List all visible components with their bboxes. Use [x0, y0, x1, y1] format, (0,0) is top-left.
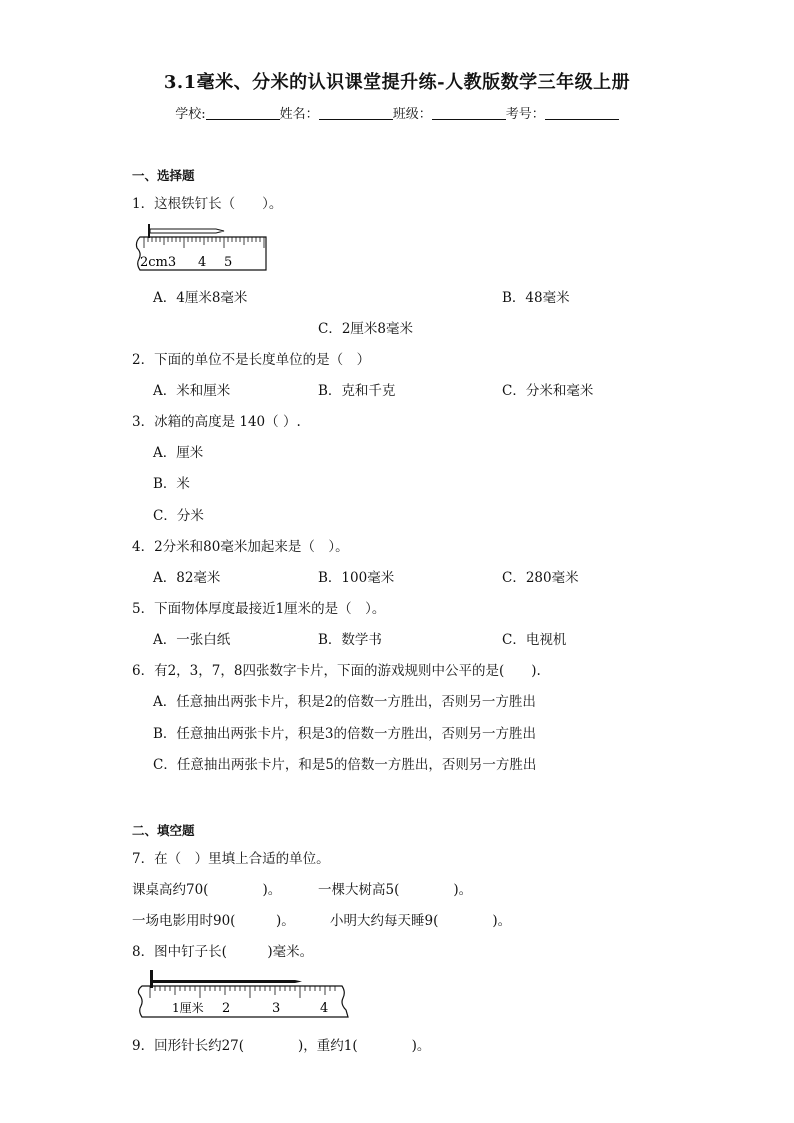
- name-label: 姓名：: [279, 107, 319, 122]
- exam-no-blank[interactable]: [545, 107, 619, 120]
- q8-nail: [150, 970, 302, 988]
- exam-no-label: 考号：: [505, 107, 545, 122]
- q7-item-desk[interactable]: 课桌高约70( )。: [132, 882, 282, 898]
- q1-ruler-nail-image: [134, 222, 270, 272]
- q8-stem: 8．图中钉子长( )毫米。: [132, 944, 314, 960]
- q2-option-b[interactable]: B．克和千克: [318, 383, 396, 399]
- page-title: 3.1毫米、分米的认识课堂提升练-人教版数学三年级上册: [163, 72, 631, 93]
- name-blank[interactable]: [319, 107, 393, 120]
- q7-item-movie[interactable]: 一场电影用时90( )。: [132, 913, 295, 929]
- q8-ruler-label-1: 1厘米: [172, 1001, 204, 1015]
- school-label: 学校:: [175, 107, 206, 122]
- q5-option-a[interactable]: A．一张白纸: [153, 632, 231, 648]
- section-fill-heading: 二、填空题: [132, 823, 195, 838]
- q8-ruler-label-4: 4: [320, 1001, 329, 1016]
- q4-option-a[interactable]: A．82毫米: [153, 570, 221, 586]
- class-blank[interactable]: [432, 107, 506, 120]
- q2-option-a[interactable]: A．米和厘米: [153, 383, 231, 399]
- q1-ruler-label-1: 2cm3: [140, 255, 177, 270]
- q1-option-a[interactable]: A．4厘米8毫米: [153, 290, 248, 306]
- q5-option-c[interactable]: C．电视机: [502, 632, 567, 648]
- q5-stem: 5．下面物体厚度最接近1厘米的是（ ）。: [132, 601, 386, 617]
- q1-option-b[interactable]: B．48毫米: [502, 290, 570, 306]
- q1-ruler-label-3: 5: [224, 255, 233, 270]
- school-blank[interactable]: [206, 107, 280, 120]
- q6-stem: 6．有2，3，7，8四张数字卡片，下面的游戏规则中公平的是( ).: [132, 663, 541, 679]
- q2-stem: 2．下面的单位不是长度单位的是（ ）: [132, 352, 371, 368]
- q6-option-c[interactable]: C．任意抽出两张卡片，和是5的倍数一方胜出，否则另一方胜出: [153, 757, 537, 773]
- class-label: 班级：: [392, 107, 432, 122]
- q7-item-tree[interactable]: 一棵大树高5( )。: [318, 882, 473, 898]
- q1-option-c[interactable]: C．2厘米8毫米: [318, 321, 414, 337]
- q4-option-c[interactable]: C．280毫米: [502, 570, 579, 586]
- section-choice-heading: 一、选择题: [132, 168, 195, 183]
- q2-option-c[interactable]: C．分米和毫米: [502, 383, 594, 399]
- q8-ruler-label-3: 3: [272, 1001, 281, 1016]
- q3-option-b[interactable]: B．米: [153, 476, 190, 492]
- student-info-line: [0, 103, 794, 122]
- q9-stem: 9．回形针长约27( )，重约1( )。: [132, 1038, 431, 1054]
- q7-stem: 7．在（ ）里填上合适的单位。: [132, 851, 330, 867]
- q4-stem: 4．2分米和80毫米加起来是（ ）。: [132, 539, 349, 555]
- q1-ruler-label-2: 4: [198, 255, 207, 270]
- q8-ruler-nail-image: [136, 968, 352, 1020]
- q5-option-b[interactable]: B．数学书: [318, 632, 382, 648]
- q8-ruler-label-2: 2: [222, 1001, 231, 1016]
- q3-option-c[interactable]: C．分米: [153, 508, 204, 524]
- q4-option-b[interactable]: B．100毫米: [318, 570, 395, 586]
- q7-item-sleep[interactable]: 小明大约每天睡9( )。: [330, 913, 512, 929]
- q1-nail: [148, 224, 224, 238]
- q3-option-a[interactable]: A．厘米: [153, 445, 204, 461]
- q3-stem: 3．冰箱的高度是 140（ ）.: [132, 414, 301, 430]
- q1-stem: 1．这根铁钉长（ ）。: [132, 196, 283, 212]
- q6-option-b[interactable]: B．任意抽出两张卡片，积是3的倍数一方胜出，否则另一方胜出: [153, 726, 537, 742]
- q6-option-a[interactable]: A．任意抽出两张卡片，积是2的倍数一方胜出，否则另一方胜出: [153, 694, 536, 710]
